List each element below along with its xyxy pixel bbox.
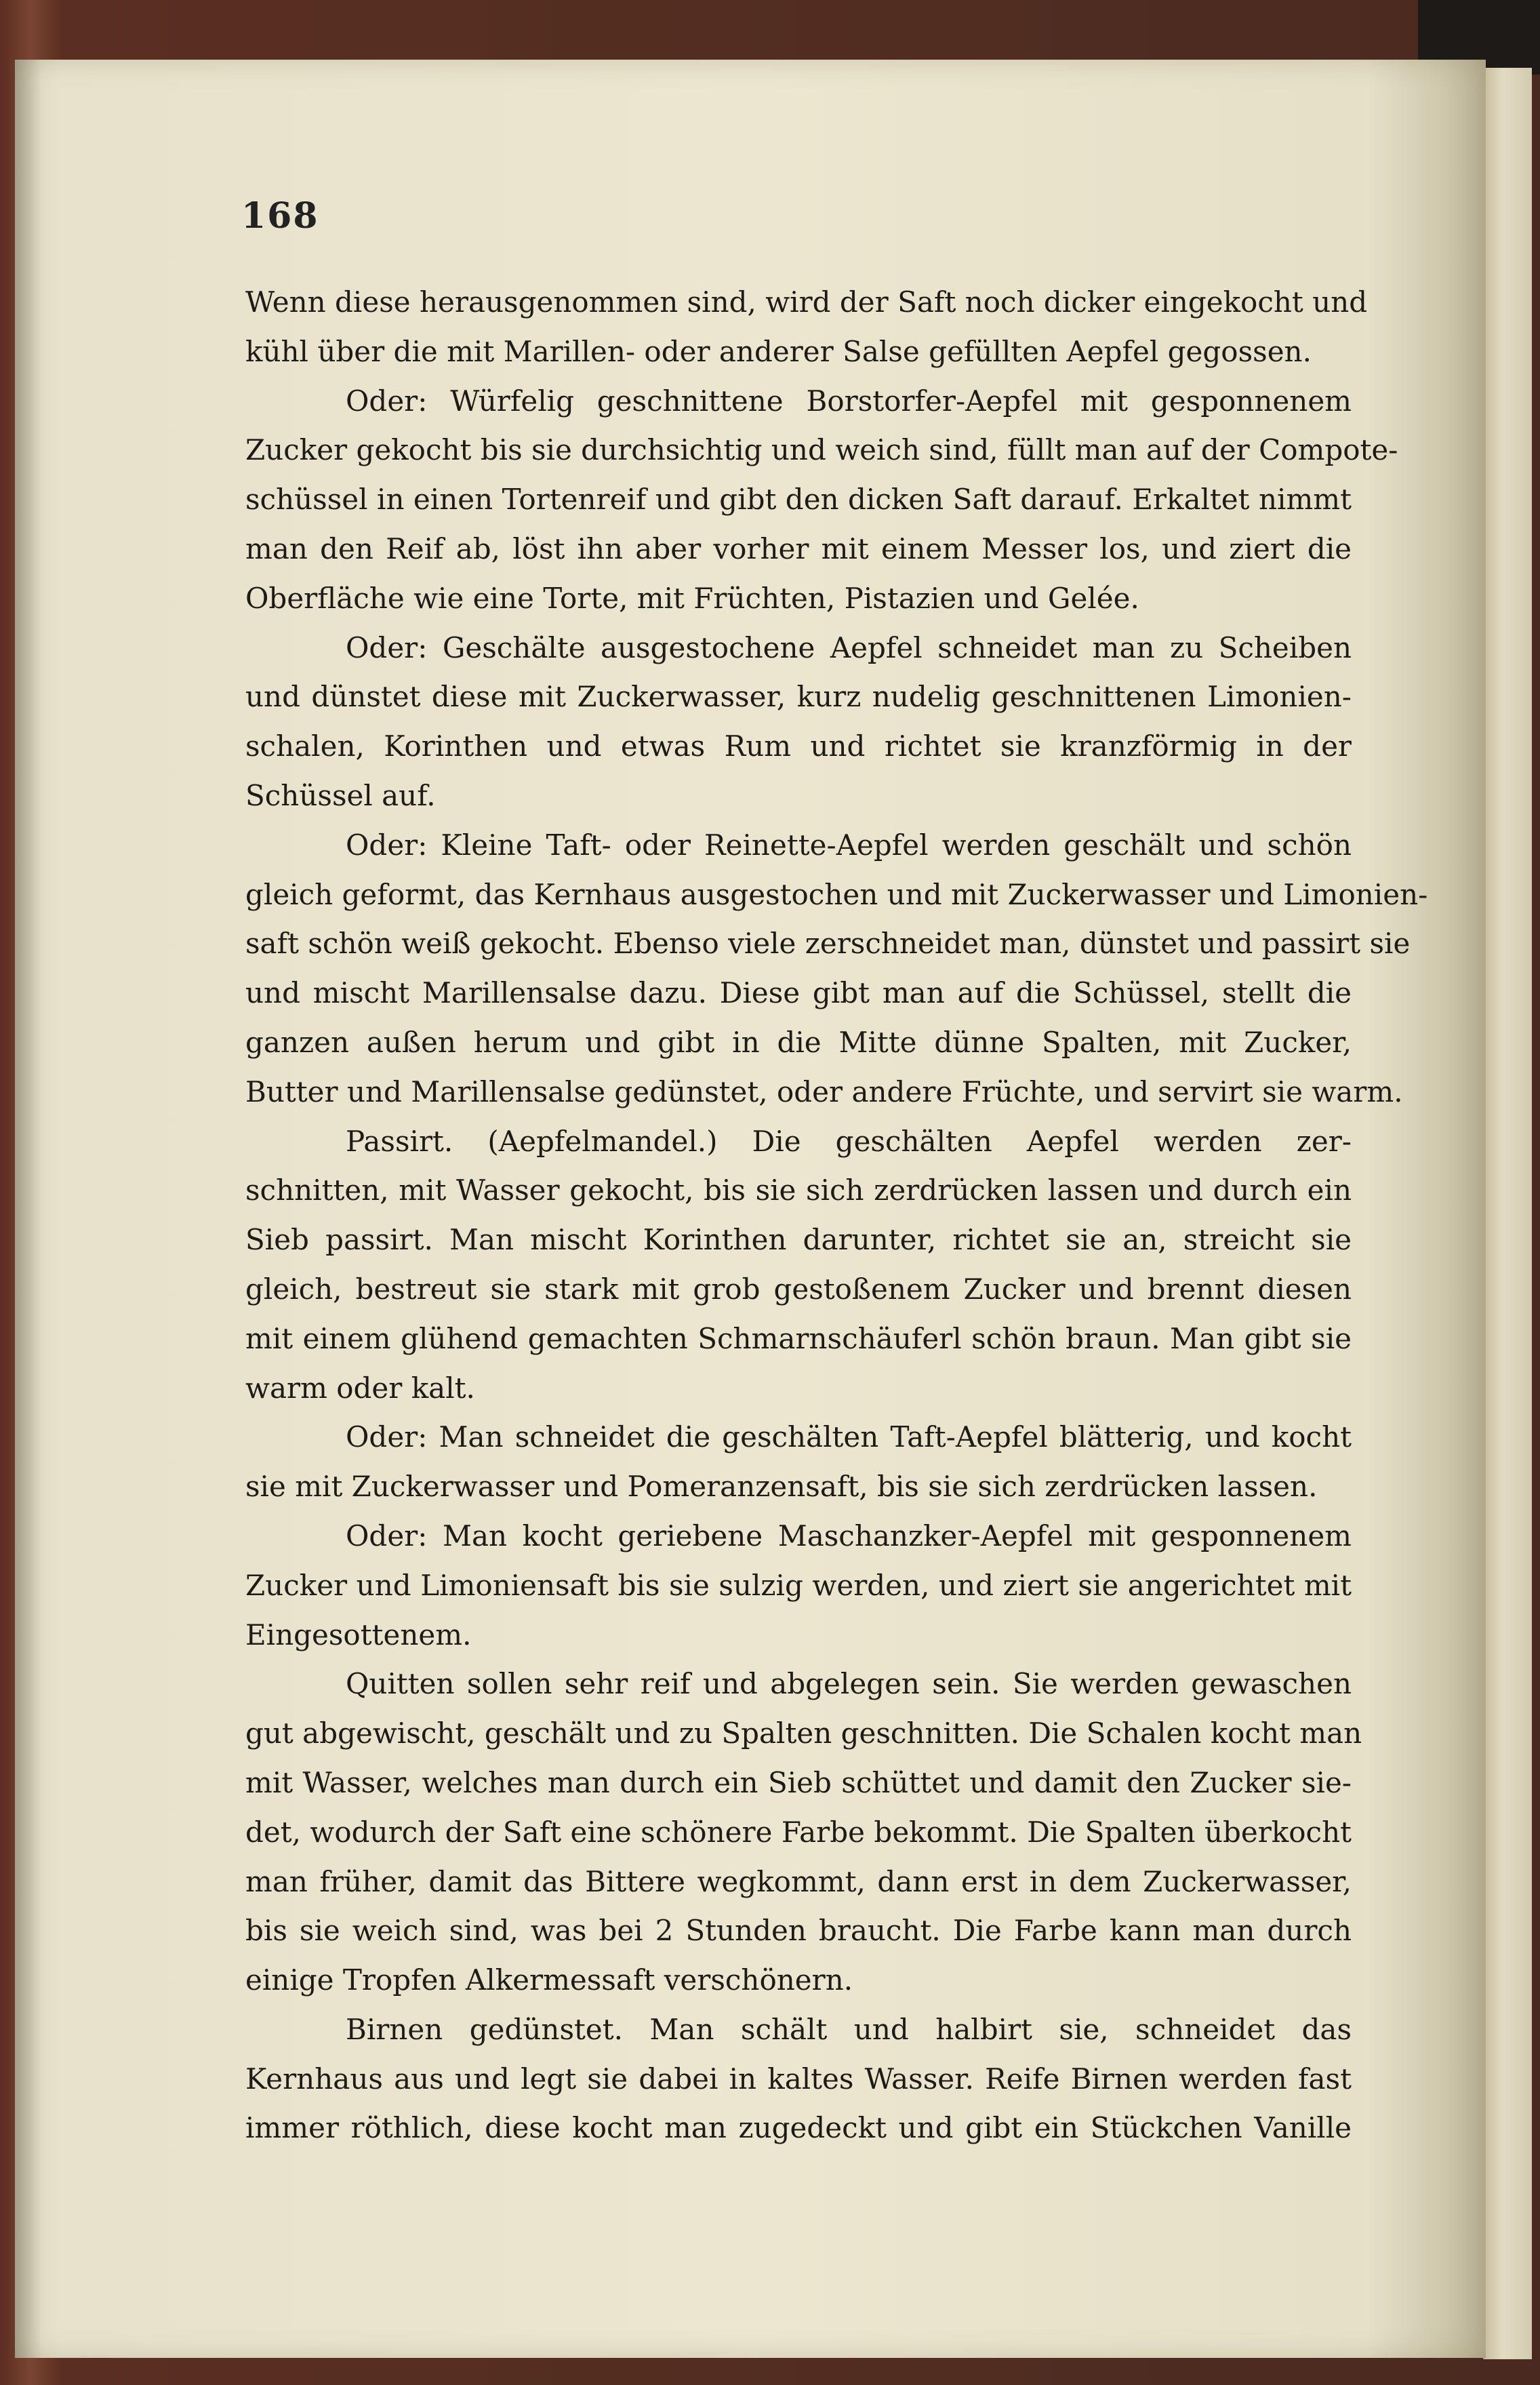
text-line: mit einem glühend gemachten Schmarnschäuferl schön braun. Man gibt sie xyxy=(245,1321,1352,1355)
next-page-edge xyxy=(1483,68,1532,2359)
text-line: Kernhaus aus und legt sie dabei in kaltes Wasser. Reife Birnen werden fast xyxy=(245,2062,1352,2096)
text-line: Birnen gedünstet. Man schält und halbirt sie, schneidet das xyxy=(346,2012,1352,2046)
text-line: Oder: Würfelig geschnittene Borstorfer-Aepfel mit gesponnenem xyxy=(346,384,1352,418)
text-line: Oder: Geschälte ausgestochene Aepfel schneidet man zu Scheiben xyxy=(346,630,1352,664)
text-line: Oder: Kleine Taft- oder Reinette-Aepfel werden geschält und schön xyxy=(346,828,1352,862)
text-line: gut abgewischt, geschält und zu Spalten geschnitten. Die Schalen kocht man xyxy=(245,1717,1362,1750)
text-line: schüssel in einen Tortenreif und gibt den dicken Saft darauf. Erkaltet nimmt xyxy=(245,483,1352,517)
text-line: kühl über die mit Marillen- oder anderer Salse gefüllten Aepfel gegossen. xyxy=(245,334,1312,368)
text-line: Wenn diese herausgenommen sind, wird der Saft noch dicker eingekocht und xyxy=(245,285,1368,319)
text-line: saft schön weiß gekocht. Ebenso viele zerschneidet man, dünstet und passirt sie xyxy=(245,927,1411,961)
text-line: ganzen außen herum und gibt in die Mitte dünne Spalten, mit Zucker, xyxy=(245,1025,1352,1059)
text-line: Passirt. (Aepfelmandel.) Die geschälten Aepfel werden zer- xyxy=(346,1124,1352,1158)
text-line: man den Reif ab, löst ihn aber vorher mit einem Messer los, und ziert die xyxy=(245,532,1352,565)
text-line: gleich geformt, das Kernhaus ausgestochen und mit Zuckerwasser und Limonien- xyxy=(245,877,1428,911)
gutter-shadow xyxy=(15,60,42,2358)
text-line: und mischt Marillensalse dazu. Diese gibt man auf die Schüssel, stellt die xyxy=(245,976,1352,1010)
text-line: bis sie weich sind, was bei 2 Stunden braucht. Die Farbe kann man durch xyxy=(245,1914,1352,1948)
text-line: Oberfläche wie eine Torte, mit Früchten, Pistazien und Gelée. xyxy=(245,581,1139,615)
text-line: man früher, damit das Bittere wegkommt, dann erst in dem Zuckerwasser, xyxy=(245,1864,1352,1898)
text-line: immer röthlich, diese kocht man zugedeckt und gibt ein Stückchen Vanille xyxy=(245,2111,1352,2145)
body-text xyxy=(245,278,1428,2153)
text-line: schnitten, mit Wasser gekocht, bis sie sich zerdrücken lassen und durch ein xyxy=(245,1174,1352,1207)
text-line: Sieb passirt. Man mischt Korinthen darunter, richtet sie an, streicht sie xyxy=(245,1223,1352,1257)
text-line: sie mit Zuckerwasser und Pomeranzensaft, bis sie sich zerdrücken lassen. xyxy=(245,1470,1318,1504)
text-line: mit Wasser, welches man durch ein Sieb schüttet und damit den Zucker sie- xyxy=(245,1765,1352,1799)
text-line: warm oder kalt. xyxy=(245,1371,475,1405)
text-line: Quitten sollen sehr reif und abgelegen sein. Sie werden gewaschen xyxy=(346,1667,1352,1701)
text-line: Zucker und Limoniensaft bis sie sulzig werden, und ziert sie angerichtet mit xyxy=(245,1568,1352,1602)
text-line: Eingesottenem. xyxy=(245,1618,472,1651)
page-number: 168 xyxy=(241,195,319,237)
text-line: Oder: Man schneidet die geschälten Taft-Aepfel blätterig, und kocht xyxy=(346,1420,1352,1454)
text-line: Schüssel auf. xyxy=(245,778,436,812)
text-line: gleich, bestreut sie stark mit grob gestoßenem Zucker und brennt diesen xyxy=(245,1272,1352,1306)
text-line: Oder: Man kocht geriebene Maschanzker-Aepfel mit gesponnenem xyxy=(346,1519,1352,1552)
text-line: und dünstet diese mit Zuckerwasser, kurz nudelig geschnittenen Limonien- xyxy=(245,680,1352,714)
text-line: Butter und Marillensalse gedünstet, oder andere Früchte, und servirt sie warm. xyxy=(245,1075,1403,1108)
text-line: Zucker gekocht bis sie durchsichtig und weich sind, füllt man auf der Compote- xyxy=(245,433,1398,467)
text-line: einige Tropfen Alkermessaft verschönern. xyxy=(245,1963,853,1997)
text-line: det, wodurch der Saft eine schönere Farbe bekommt. Die Spalten überkocht xyxy=(245,1815,1352,1849)
text-line: schalen, Korinthen und etwas Rum und richtet sie kranzförmig in der xyxy=(245,729,1352,763)
